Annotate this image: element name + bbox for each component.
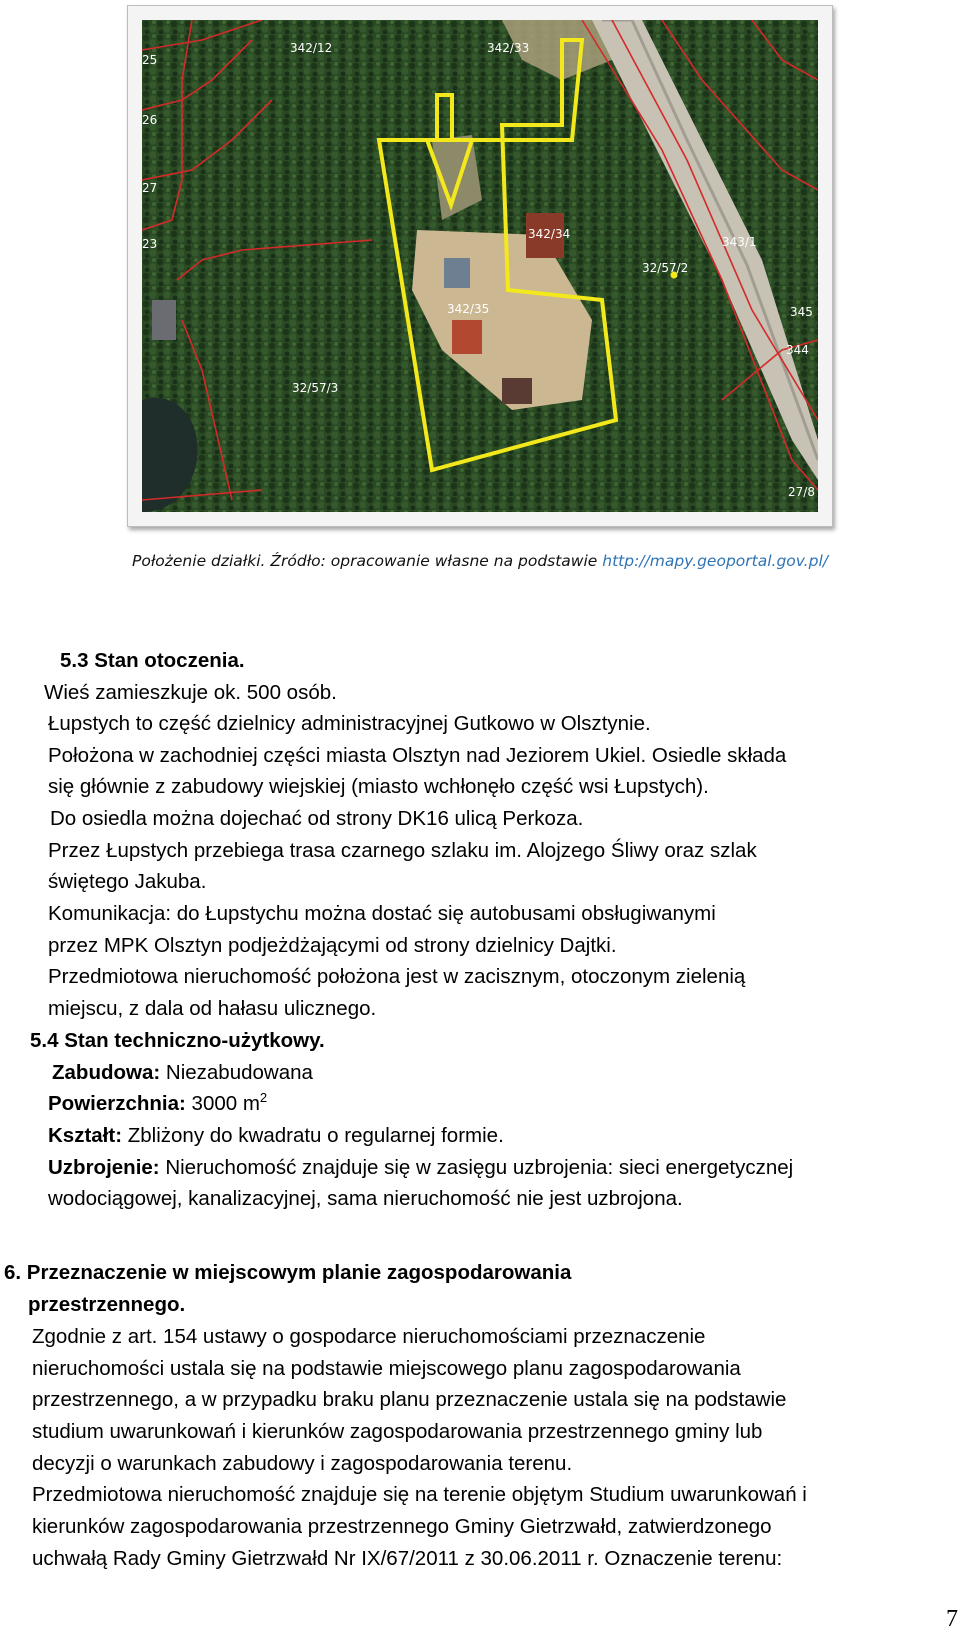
- paragraph-line: nieruchomości ustala się na podstawie miejscowego planu zagospodarowania: [32, 1357, 741, 1380]
- svg-text:342/35: 342/35: [447, 302, 490, 316]
- paragraph-line: wodociągowej, kanalizacyjnej, sama nieruchomość nie jest uzbrojona.: [48, 1187, 683, 1210]
- svg-text:32/57/2: 32/57/2: [642, 261, 689, 275]
- uzbrojenie-row: [48, 1156, 793, 1180]
- ksztalt-label: Kształt:: [48, 1124, 123, 1147]
- paragraph-line: studium uwarunkowań i kierunków zagospodarowania przestrzennego gminy lub: [32, 1420, 763, 1443]
- svg-text:32/57/3: 32/57/3: [292, 381, 339, 395]
- paragraph-line: Wieś zamieszkuje ok. 500 osób.: [44, 681, 337, 704]
- svg-text:343/1: 343/1: [722, 235, 757, 249]
- paragraph-line: miejscu, z dala od hałasu ulicznego.: [48, 997, 377, 1020]
- geoportal-link[interactable]: http://mapy.geoportal.gov.pl/: [602, 552, 828, 570]
- parcel-map-figure: [127, 5, 833, 527]
- paragraph-line: Łupstych to część dzielnicy administracyjnej Gutkowo w Olsztynie.: [48, 712, 651, 735]
- paragraph-line: Komunikacja: do Łupstychu można dostać się autobusami obsługiwanymi: [48, 902, 716, 925]
- figure-caption: [0, 552, 960, 570]
- satellite-map-image: [142, 20, 818, 512]
- svg-text:27/8: 27/8: [788, 485, 815, 499]
- ksztalt-value: Zbliżony do kwadratu o regularnej formie.: [122, 1124, 504, 1147]
- svg-text:23: 23: [142, 237, 158, 251]
- paragraph-line: przez MPK Olsztyn podjeżdżającymi od strony dzielnicy Dajtki.: [48, 934, 617, 957]
- paragraph-line: Do osiedla można dojechać od strony DK16 ulicą Perkoza.: [50, 807, 584, 830]
- svg-text:27: 27: [142, 181, 158, 195]
- svg-text:26: 26: [142, 113, 158, 127]
- svg-text:25: 25: [142, 53, 158, 67]
- paragraph-line: Przez Łupstych przebiega trasa czarnego szlaku im. Alojzego Śliwy oraz szlak: [48, 839, 757, 862]
- powierzchnia-unit-exponent: 2: [259, 1090, 268, 1106]
- section-6-heading: 6. Przeznaczenie w miejscowym planie zagospodarowania: [4, 1261, 572, 1284]
- zabudowa-value: Niezabudowana: [160, 1061, 313, 1084]
- page-number: 7: [946, 1606, 958, 1632]
- paragraph-line: Przedmiotowa nieruchomość położona jest w zacisznym, otoczonym zielenią: [48, 965, 746, 988]
- svg-text:342/12: 342/12: [290, 41, 333, 55]
- section-6-heading-continued: przestrzennego.: [28, 1293, 186, 1316]
- svg-text:344: 344: [786, 343, 809, 357]
- paragraph-line: decyzji o warunkach zabudowy i zagospodarowania terenu.: [32, 1452, 573, 1475]
- paragraph-line: Zgodnie z art. 154 ustawy o gospodarce nieruchomościami przeznaczenie: [32, 1325, 706, 1348]
- paragraph-line: uchwałą Rady Gminy Gietrzwałd Nr IX/67/2011 z 30.06.2011 r. Oznaczenie terenu:: [32, 1547, 783, 1570]
- svg-text:345: 345: [790, 305, 813, 319]
- svg-text:342/33: 342/33: [487, 41, 530, 55]
- svg-text:342/34: 342/34: [528, 227, 571, 241]
- paragraph-line: się głównie z zabudowy wiejskiej (miasto wchłonęło część wsi Łupstych).: [48, 775, 709, 798]
- paragraph-line: kierunków zagospodarowania przestrzennego Gminy Gietrzwałd, zatwierdzonego: [32, 1515, 772, 1538]
- paragraph-line: świętego Jakuba.: [48, 870, 207, 893]
- powierzchnia-label: Powierzchnia:: [48, 1092, 186, 1115]
- section-5-4-heading: 5.4 Stan techniczno-użytkowy.: [30, 1029, 325, 1052]
- section-5-3-heading: 5.3 Stan otoczenia.: [60, 649, 245, 672]
- uzbrojenie-label: Uzbrojenie:: [48, 1156, 160, 1179]
- paragraph-line: przestrzennego, a w przypadku braku planu przeznaczenie ustala się na podstawie: [32, 1388, 787, 1411]
- ksztalt-row: [48, 1124, 504, 1148]
- uzbrojenie-value: Nieruchomość znajduje się w zasięgu uzbrojenia: sieci energetycznej: [159, 1156, 794, 1179]
- zabudowa-label: Zabudowa:: [52, 1061, 161, 1084]
- paragraph-line: Położona w zachodniej części miasta Olsztyn nad Jeziorem Ukiel. Osiedle składa: [48, 744, 787, 767]
- caption-text: Położenie działki. Źródło: opracowanie własne na podstawie: [132, 552, 603, 570]
- paragraph-line: Przedmiotowa nieruchomość znajduje się na terenie objętym Studium uwarunkowań i: [32, 1483, 807, 1506]
- powierzchnia-value: 3000 m: [185, 1092, 260, 1115]
- zabudowa-row: [52, 1061, 313, 1085]
- powierzchnia-row: [48, 1092, 267, 1116]
